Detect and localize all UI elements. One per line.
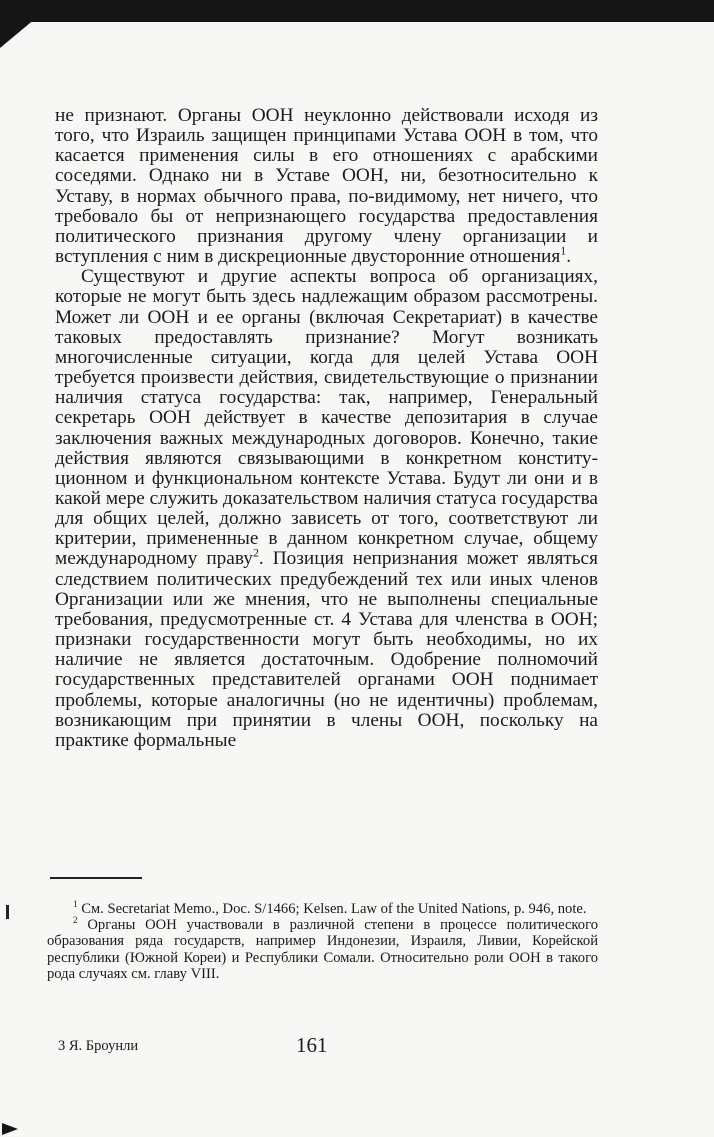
paragraph-1 bbox=[55, 106, 598, 267]
page-body bbox=[55, 106, 598, 751]
footnote-2-text: Органы ООН участвовали в различной степени в процессе политического образования ряда государств, например Индонезии, Израиля, Ливии, Корейской республики (Южной Кореи) и Республики Сомали. Относительно роли ООН в такого рода случаях см. главу VIII. bbox=[47, 917, 598, 982]
paragraph-2-text-b: . Позиция непризнания может являться следствием политических предубеждений тех или иных членов Организации или же мнения, что не выполнены специальные требования, предусмотренные ст. 4 Устава для членства в ООН; признаки государственности могут быть необходимы, но их наличие не является достаточным. Одобрение полномочий государственных представителей органами ООН поднимает проблемы, которые аналогичны (но не идентичны) проблемам, возникающим при принятии в члены ООН, поскольку на практике формальные bbox=[55, 548, 598, 751]
paragraph-1-end: . bbox=[566, 246, 572, 268]
paragraph-2 bbox=[55, 267, 598, 751]
footnotes bbox=[47, 901, 598, 982]
main-text bbox=[55, 106, 598, 751]
paragraph-2-text-a: Существуют и другие аспекты вопроса об организациях, которые не могут быть здесь надлежащим образом рассмотрены. Может ли ООН и ее органы (включая Секретариат) в качестве таковых предоставлять признание? Могут возникать многочисленные ситуации, когда для целей Устава ООН требуется произвести действия, свидетельствующие о признании наличия статуса государства: так, например, Генеральный секретарь ООН действует в качестве депозитария в случае заключения важных международных договоров. Конечно, такие действия являются связывающими в конкретном конституционном и функциональном контексте Устава. Будут ли они и в какой мере служить доказательством наличия статуса государства для общих целей, должно зависеть от того, соответствуют ли критерии, примененные в данном конкретном случае, общему международному праву bbox=[55, 266, 598, 570]
footnote-2 bbox=[47, 917, 598, 982]
scan-edge-mark bbox=[6, 905, 9, 919]
footnote-ref-2: 2 bbox=[252, 546, 259, 561]
scan-corner-shadow bbox=[0, 18, 36, 48]
footnote-ref-1: 1 bbox=[560, 243, 567, 258]
footnote-1 bbox=[47, 901, 598, 917]
page-number: 161 bbox=[296, 1033, 328, 1057]
page-footer bbox=[0, 1033, 714, 1066]
scan-corner-mark bbox=[2, 1123, 18, 1135]
footnote-1-marker: 1 bbox=[73, 899, 78, 910]
paragraph-1-text: не признают. Органы ООН неуклонно действовали исходя из того, что Израиль защищен принципами Устава ООН в том, что касается применения силы в его отношениях с арабскими соседями. Однако ни в Уставе ООН, ни, безотносительно к Уставу, в нормах обычного права, по-видимому, нет ничего, что требовало бы от непризнающего государства предоставления политического признания другому члену организации и вступления с ним в дискреционные двусторонние отношения bbox=[55, 105, 598, 268]
footnote-1-text: См. Secretariat Memo., Doc. S/1466; Kelsen. Law of the United Nations, p. 946, note. bbox=[81, 901, 587, 917]
signature-mark: 3 Я. Броунли bbox=[58, 1038, 139, 1054]
footnote-divider bbox=[50, 877, 142, 879]
scan-top-edge bbox=[0, 0, 714, 22]
footnote-2-marker: 2 bbox=[73, 915, 78, 926]
